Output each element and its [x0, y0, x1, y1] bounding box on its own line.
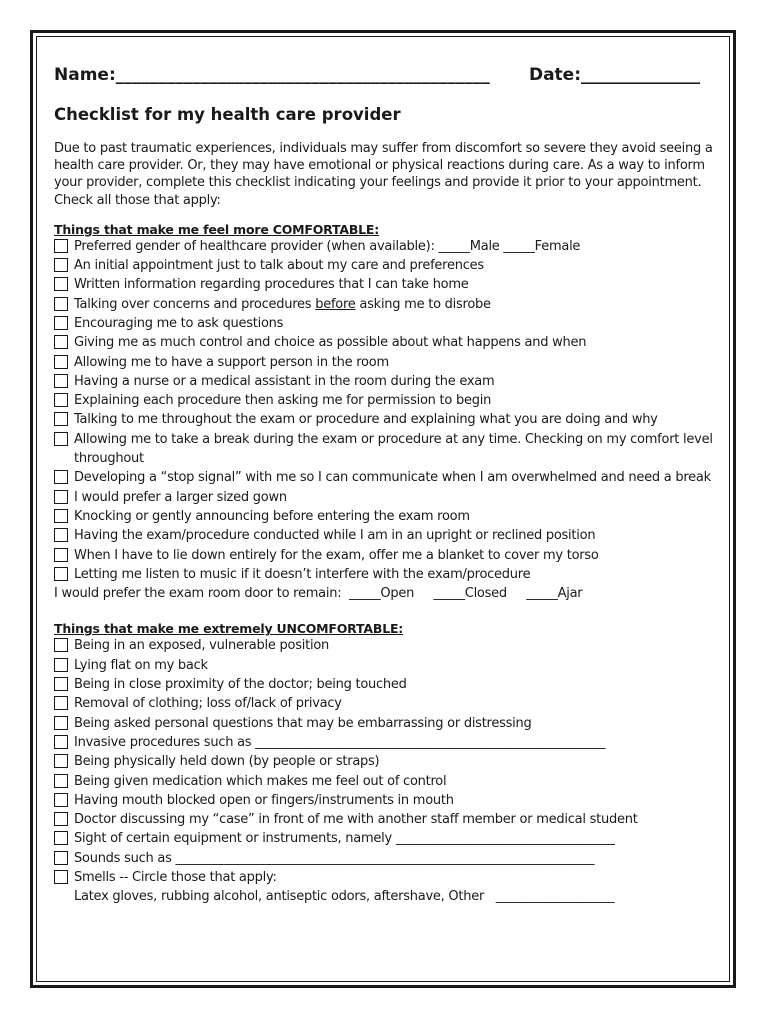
checkbox[interactable] [54, 716, 68, 730]
checkbox[interactable] [54, 548, 68, 562]
list-item [54, 295, 714, 314]
checkbox[interactable] [54, 851, 68, 865]
list-item-text: Talking over concerns and procedures before asking me to disrobe [74, 296, 491, 312]
comfortable-list [54, 237, 714, 584]
underlined-word: before [315, 296, 356, 312]
date-field[interactable]: Date:______________ [528, 65, 700, 85]
list-item: Preferred gender of healthcare provider (when available): _____Male _____Female [54, 237, 714, 256]
list-item: Talking to me throughout the exam or procedure and explaining what you are doing and why [54, 410, 714, 429]
door-preference-line[interactable]: I would prefer the exam room door to remain: _____Open _____Closed _____Ajar [54, 586, 583, 602]
checkbox[interactable] [54, 490, 68, 504]
checkbox[interactable] [54, 831, 68, 845]
checkbox[interactable] [54, 412, 68, 426]
checkbox[interactable] [54, 793, 68, 807]
checkbox[interactable] [54, 355, 68, 369]
list-item: Lying flat on my back [54, 656, 714, 675]
checkbox[interactable] [54, 754, 68, 768]
checkbox[interactable] [54, 735, 68, 749]
checkbox[interactable] [54, 297, 68, 311]
list-item: Sight of certain equipment or instruments, namely ___________________________________ [54, 829, 714, 848]
list-item: Having the exam/procedure conducted while I am in an upright or reclined position [54, 526, 714, 545]
checkbox[interactable] [54, 638, 68, 652]
list-item: Written information regarding procedures that I can take home [54, 275, 714, 294]
checkbox[interactable] [54, 393, 68, 407]
checkbox[interactable] [54, 239, 68, 253]
list-item: Having a nurse or a medical assistant in the room during the exam [54, 372, 714, 391]
checkbox[interactable] [54, 470, 68, 484]
checkbox[interactable] [54, 870, 68, 884]
checkbox[interactable] [54, 316, 68, 330]
checkbox[interactable] [54, 335, 68, 349]
comfortable-heading: Things that make me feel more COMFORTABLE: [54, 221, 380, 237]
checkbox[interactable] [54, 677, 68, 691]
list-item: I would prefer a larger sized gown [54, 488, 714, 507]
checkbox[interactable] [54, 528, 68, 542]
list-item: Letting me listen to music if it doesn’t interfere with the exam/procedure [54, 565, 714, 584]
checklist-form [54, 62, 714, 907]
checkbox[interactable] [54, 432, 68, 446]
list-item: Allowing me to have a support person in the room [54, 353, 714, 372]
checkbox[interactable] [54, 696, 68, 710]
list-item: Doctor discussing my “case” in front of me with another staff member or medical student [54, 810, 714, 829]
list-item: Encouraging me to ask questions [54, 314, 714, 333]
checkbox[interactable] [54, 258, 68, 272]
list-item: Developing a “stop signal” with me so I can communicate when I am overwhelmed and need a break [54, 468, 714, 487]
list-item: When I have to lie down entirely for the exam, offer me a blanket to cover my torso [54, 546, 714, 565]
checkbox[interactable] [54, 277, 68, 291]
list-item: Knocking or gently announcing before entering the exam room [54, 507, 714, 526]
list-item: Being in an exposed, vulnerable position [54, 636, 714, 655]
checkbox[interactable] [54, 374, 68, 388]
checkbox[interactable] [54, 567, 68, 581]
list-item: Removal of clothing; loss of/lack of privacy [54, 694, 714, 713]
header-row [54, 62, 714, 88]
list-item: Being asked personal questions that may be embarrassing or distressing [54, 714, 714, 733]
list-item: Giving me as much control and choice as possible about what happens and when [54, 333, 714, 352]
list-item: Allowing me to take a break during the exam or procedure at any time. Checking on my comfort level throughout [54, 430, 714, 469]
list-item: Being physically held down (by people or straps) [54, 752, 714, 771]
list-item: Invasive procedures such as ________________________________________________________ [54, 733, 714, 752]
smells-options[interactable]: Latex gloves, rubbing alcohol, antiseptic odors, aftershave, Other ___________________ [74, 889, 615, 905]
list-item: An initial appointment just to talk about my care and preferences [54, 256, 714, 275]
checkbox[interactable] [54, 509, 68, 523]
list-item: Sounds such as ___________________________________________________________________ [54, 849, 714, 868]
uncomfortable-heading: Things that make me extremely UNCOMFORTABLE: [54, 621, 404, 637]
list-item: Explaining each procedure then asking me for permission to begin [54, 391, 714, 410]
uncomfortable-list [54, 636, 714, 887]
page-title: Checklist for my health care provider [54, 105, 401, 124]
intro-paragraph: Due to past traumatic experiences, individuals may suffer from discomfort so severe they avoid seeing a health care provider. Or, they may have emotional or physical reactions during care. As a way to inform your provider, complete this checklist indicating your feelings and provide it prior to your appointment. Check all those that apply: [54, 141, 713, 208]
name-field[interactable]: Name:____________________________________________ [54, 65, 490, 85]
list-item: Being given medication which makes me feel out of control [54, 772, 714, 791]
list-item: Having mouth blocked open or fingers/instruments in mouth [54, 791, 714, 810]
checkbox[interactable] [54, 774, 68, 788]
checkbox[interactable] [54, 812, 68, 826]
list-item: Being in close proximity of the doctor; being touched [54, 675, 714, 694]
list-item: Smells -- Circle those that apply: [54, 868, 714, 887]
checkbox[interactable] [54, 658, 68, 672]
